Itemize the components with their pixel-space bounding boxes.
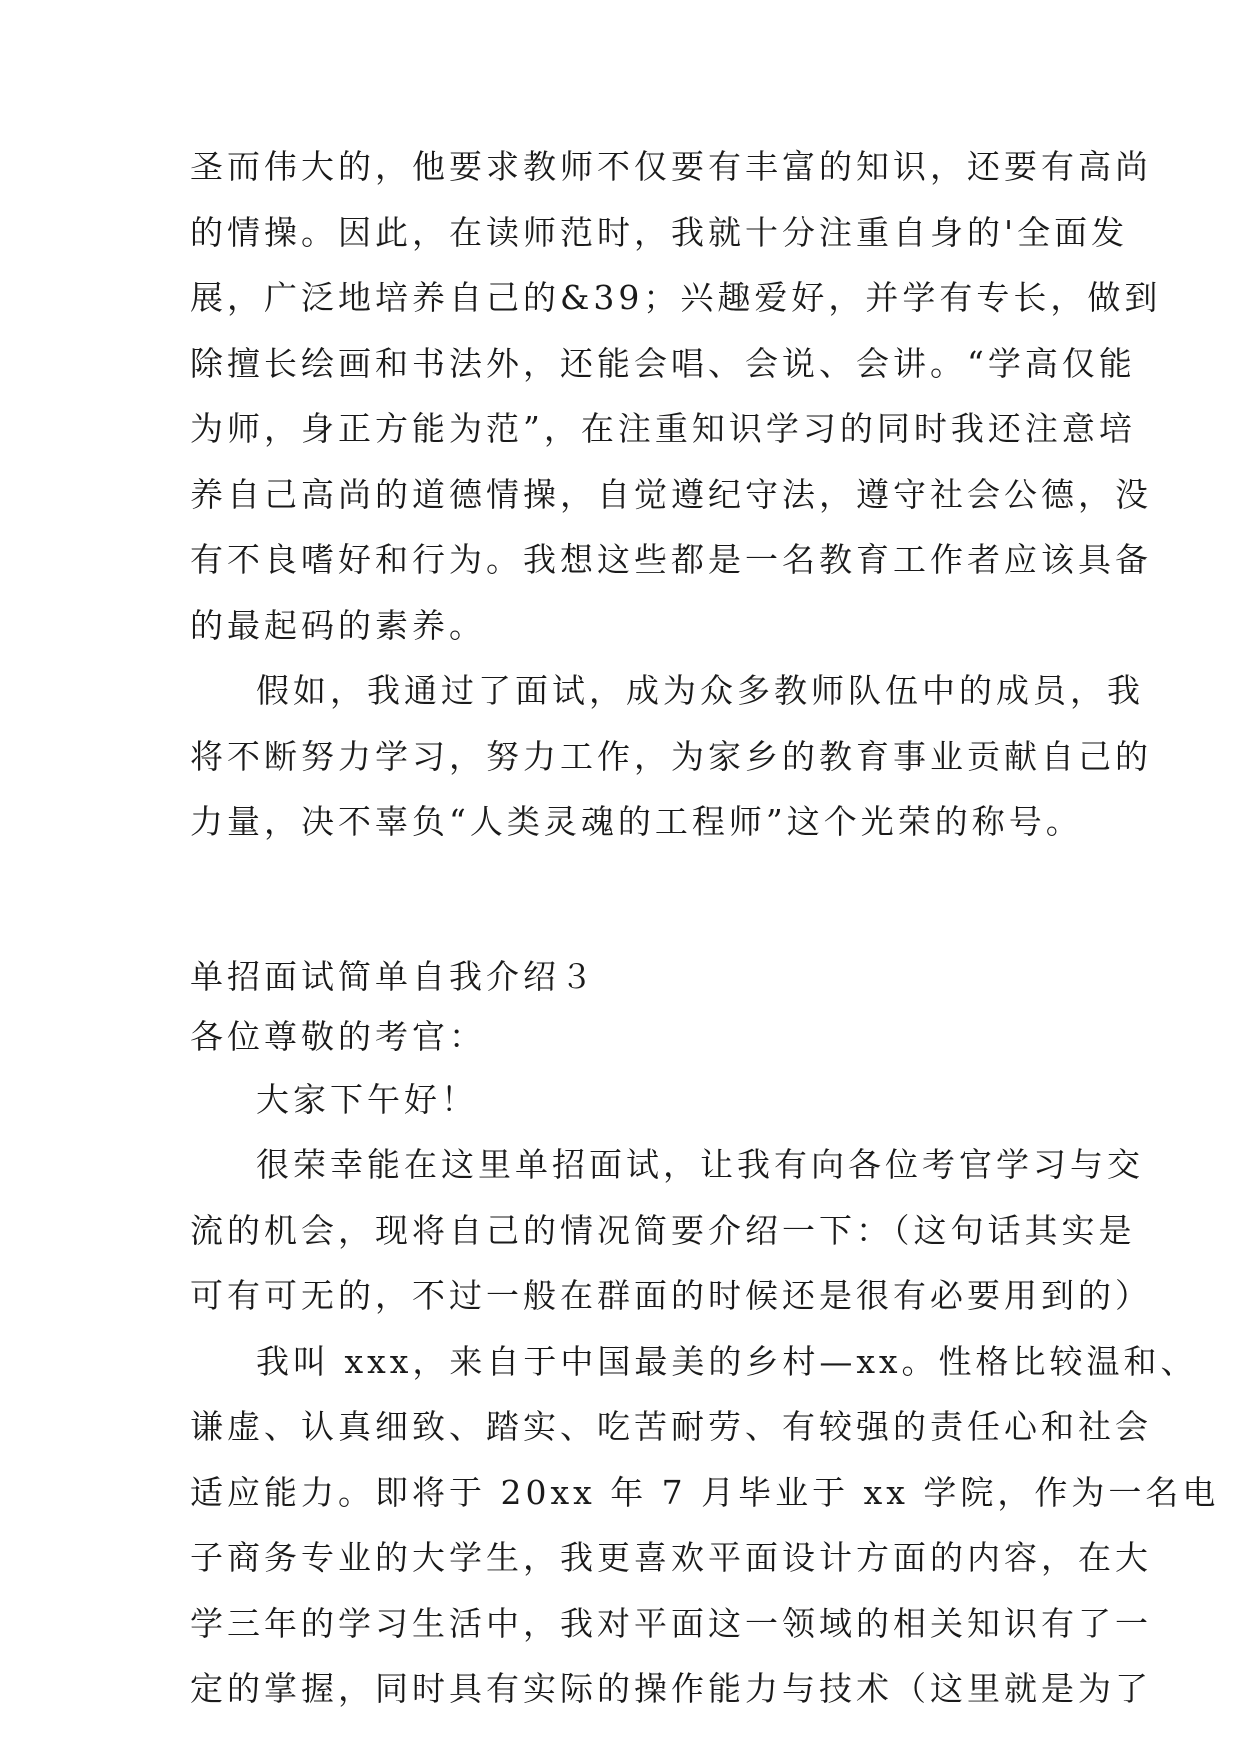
text-line: 可有可无的，不过一般在群面的时候还是很有必要用到的） (190, 1276, 1152, 1315)
section-gap (190, 855, 1070, 947)
greeting: 大家下午好！ (256, 1079, 478, 1119)
text-line: 适应能力。即将于 20xx 年 7 月毕业于 xx 学院，作为一名电 (190, 1472, 1220, 1512)
paragraph-intro (190, 1132, 1152, 1329)
text-line: 我叫 xxx，来自于中国最美的乡村—xx。性格比较温和、 (256, 1341, 1198, 1381)
text-line: 的最起码的素养。 (190, 605, 486, 645)
text-line: 除擅长绘画和书法外，还能会唱、会说、会讲。“学高仅能 (190, 343, 1136, 383)
text-line: 谦虚、认真细致、踏实、吃苦耐劳、有较强的责任心和社会 (190, 1407, 1152, 1446)
paragraph-self-description (190, 1329, 1220, 1722)
text-line: 定的掌握，同时具有实际的操作能力与技术（这里就是为了 (190, 1669, 1152, 1708)
text-line: 养自己高尚的道德情操，自觉遵纪守法，遵守社会公德，没 (190, 474, 1152, 514)
text-line: 学三年的学习生活中，我对平面这一领域的相关知识有了一 (190, 1603, 1152, 1643)
text-line: 的情操。因此，在读师范时，我就十分注重自身的'全面发 (190, 212, 1129, 252)
text-line: 力量，决不辜负“人类灵魂的工程师”这个光荣的称号。 (190, 802, 1083, 841)
text-line: 将不断努力学习，努力工作，为家乡的教育事业贡献自己的 (190, 736, 1152, 776)
salutation: 各位尊敬的考官： (190, 1016, 486, 1056)
section-heading: 单招面试简单自我介绍３ (190, 956, 597, 996)
text-line: 流的机会，现将自己的情况简要介绍一下：（这句话其实是 (190, 1210, 1136, 1250)
text-line: 圣而伟大的，他要求教师不仅要有丰富的知识，还要有高尚 (190, 147, 1152, 186)
text-line: 假如，我通过了面试，成为众多教师队伍中的成员，我 (256, 671, 1144, 710)
text-line: 展，广泛地培养自己的&39；兴趣爱好，并学有专长，做到 (190, 278, 1162, 317)
document-body (190, 134, 1220, 1722)
text-line: 为师，身正方能为范”，在注重知识学习的同时我还注意培 (190, 409, 1136, 448)
paragraph-commitment (190, 658, 1152, 855)
text-line: 有不良嗜好和行为。我想这些都是一名教育工作者应该具备 (190, 540, 1152, 579)
text-line: 子商务专业的大学生，我更喜欢平面设计方面的内容，在大 (190, 1538, 1152, 1577)
text-line: 很荣幸能在这里单招面试，让我有向各位考官学习与交 (256, 1145, 1144, 1184)
paragraph-teacher-qualities (190, 134, 1162, 658)
